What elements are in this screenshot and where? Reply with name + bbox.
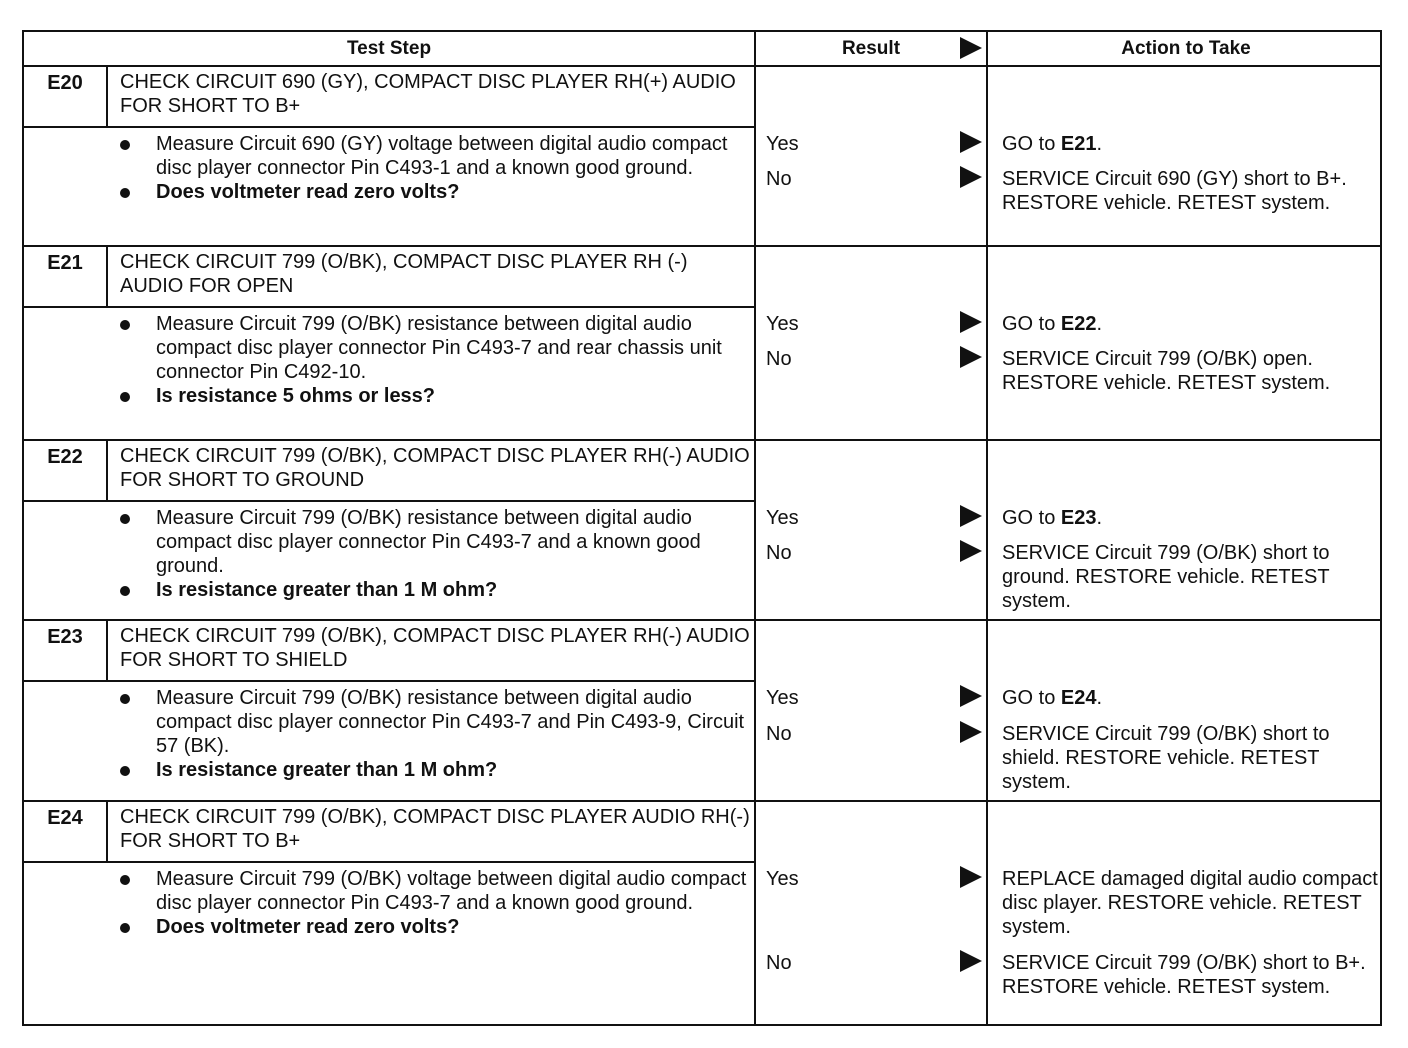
- arrow-icon: [960, 866, 982, 888]
- header-divider: [24, 65, 1380, 67]
- title-divider: [24, 126, 754, 128]
- action-no: SERVICE Circuit 690 (GY) short to B+. RESTORE vehicle. RETEST system.: [1002, 168, 1347, 214]
- step-id: E21: [47, 252, 83, 274]
- header-test-step: Test Step: [346, 38, 432, 59]
- result-no: No: [766, 168, 792, 190]
- bullet-icon: [120, 188, 130, 198]
- step-id: E24: [47, 807, 83, 829]
- title-divider: [24, 500, 754, 502]
- action-no: SERVICE Circuit 799 (O/BK) short to ground. RESTORE vehicle. RETEST system.: [1002, 542, 1330, 612]
- action-yes: [1002, 686, 1382, 710]
- arrow-icon: [960, 311, 982, 333]
- question-text: Is resistance greater than 1 M ohm?: [156, 579, 498, 601]
- arrow-icon: [960, 37, 982, 59]
- bullet-icon: [120, 694, 130, 704]
- step-title: CHECK CIRCUIT 799 (O/BK), COMPACT DISC PLAYER RH(-) AUDIO FOR SHORT TO GROUND: [120, 445, 750, 491]
- question-bullet: [114, 915, 754, 939]
- arrow-icon: [960, 131, 982, 153]
- instruction-text: Measure Circuit 690 (GY) voltage between digital audio compact disc player connector Pin C493-1 and a known good ground.: [156, 133, 728, 179]
- arrow-icon: [960, 505, 982, 527]
- action-yes: [1002, 312, 1382, 336]
- step-instructions: [114, 686, 754, 782]
- instruction-text: Measure Circuit 799 (O/BK) resistance between digital audio compact disc player connector Pin C493-7 and Pin C493-9, Circuit 57 (BK).: [156, 687, 745, 757]
- instruction-bullet: [114, 867, 754, 915]
- row-divider: [24, 619, 1380, 621]
- column-divider-action: [986, 32, 988, 1024]
- result-yes: Yes: [766, 868, 799, 890]
- title-divider: [24, 306, 754, 308]
- action-yes-suffix: .: [1096, 507, 1103, 529]
- step-id: E23: [47, 626, 83, 648]
- result-no: No: [766, 952, 792, 974]
- diagnostic-table: [22, 30, 1382, 1026]
- question-bullet: [114, 578, 754, 602]
- action-yes-suffix: .: [1096, 133, 1103, 155]
- arrow-icon: [960, 346, 982, 368]
- instruction-text: Measure Circuit 799 (O/BK) resistance between digital audio compact disc player connector Pin C493-7 and a known good ground.: [156, 507, 701, 577]
- step-title: CHECK CIRCUIT 799 (O/BK), COMPACT DISC PLAYER RH (-) AUDIO FOR OPEN: [120, 251, 688, 297]
- bullet-icon: [120, 514, 130, 524]
- step-id: E22: [47, 446, 83, 468]
- bullet-icon: [120, 140, 130, 150]
- bullet-icon: [120, 923, 130, 933]
- instruction-bullet: [114, 506, 754, 578]
- header-action: Action to Take: [1121, 38, 1251, 59]
- question-bullet: [114, 384, 754, 408]
- action-yes-ref: E22: [1060, 313, 1097, 335]
- header-result: Result: [841, 38, 901, 59]
- action-no: SERVICE Circuit 799 (O/BK) open. RESTORE vehicle. RETEST system.: [1002, 348, 1331, 394]
- result-yes: Yes: [766, 313, 799, 335]
- step-id-divider: [106, 620, 108, 680]
- step-instructions: [114, 132, 754, 204]
- result-no: No: [766, 723, 792, 745]
- action-yes-ref: E24: [1060, 687, 1097, 709]
- action-no: SERVICE Circuit 799 (O/BK) short to B+. RESTORE vehicle. RETEST system.: [1002, 952, 1366, 998]
- result-no: No: [766, 348, 792, 370]
- title-divider: [24, 680, 754, 682]
- step-id: E20: [47, 72, 83, 94]
- step-id-divider: [106, 801, 108, 861]
- step-title: CHECK CIRCUIT 799 (O/BK), COMPACT DISC PLAYER AUDIO RH(-) FOR SHORT TO B+: [120, 806, 750, 852]
- column-divider-result: [754, 32, 756, 1024]
- action-yes-text: GO to: [1002, 687, 1061, 709]
- action-yes-ref: E21: [1060, 133, 1097, 155]
- question-text: Is resistance 5 ohms or less?: [156, 385, 436, 407]
- instruction-text: Measure Circuit 799 (O/BK) resistance between digital audio compact disc player connector Pin C493-7 and rear chassis unit connector Pin C492-10.: [156, 313, 722, 383]
- question-bullet: [114, 758, 754, 782]
- question-bullet: [114, 180, 754, 204]
- result-yes: Yes: [766, 507, 799, 529]
- row-divider: [24, 800, 1380, 802]
- instruction-bullet: [114, 686, 754, 758]
- title-divider: [24, 861, 754, 863]
- arrow-icon: [960, 950, 982, 972]
- action-yes-text: GO to: [1002, 507, 1061, 529]
- action-yes-text: GO to: [1002, 313, 1061, 335]
- bullet-icon: [120, 766, 130, 776]
- arrow-icon: [960, 540, 982, 562]
- instruction-bullet: [114, 132, 754, 180]
- bullet-icon: [120, 392, 130, 402]
- step-id-divider: [106, 66, 108, 126]
- action-yes-suffix: .: [1096, 687, 1103, 709]
- row-divider: [24, 439, 1380, 441]
- row-divider: [24, 245, 1380, 247]
- action-yes-text: GO to: [1002, 133, 1061, 155]
- step-id-divider: [106, 246, 108, 306]
- question-text: Does voltmeter read zero volts?: [156, 181, 460, 203]
- step-title: CHECK CIRCUIT 690 (GY), COMPACT DISC PLAYER RH(+) AUDIO FOR SHORT TO B+: [120, 71, 736, 117]
- question-text: Does voltmeter read zero volts?: [156, 916, 460, 938]
- action-yes: [1002, 506, 1382, 530]
- result-no: No: [766, 542, 792, 564]
- bullet-icon: [120, 875, 130, 885]
- step-instructions: [114, 506, 754, 602]
- instruction-text: Measure Circuit 799 (O/BK) voltage between digital audio compact disc player connector Pin C493-7 and a known good ground.: [156, 868, 747, 914]
- instruction-bullet: [114, 312, 754, 384]
- action-yes: [1002, 132, 1382, 156]
- arrow-icon: [960, 166, 982, 188]
- action-no: SERVICE Circuit 799 (O/BK) short to shield. RESTORE vehicle. RETEST system.: [1002, 723, 1330, 793]
- bullet-icon: [120, 320, 130, 330]
- result-yes: Yes: [766, 687, 799, 709]
- action-yes: REPLACE damaged digital audio compact disc player. RESTORE vehicle. RETEST system.: [1002, 868, 1378, 938]
- action-yes-ref: E23: [1060, 507, 1097, 529]
- action-yes-suffix: .: [1096, 313, 1103, 335]
- bullet-icon: [120, 586, 130, 596]
- step-instructions: [114, 867, 754, 939]
- step-instructions: [114, 312, 754, 408]
- arrow-icon: [960, 721, 982, 743]
- arrow-icon: [960, 685, 982, 707]
- result-yes: Yes: [766, 133, 799, 155]
- step-title: CHECK CIRCUIT 799 (O/BK), COMPACT DISC PLAYER RH(-) AUDIO FOR SHORT TO SHIELD: [120, 625, 750, 671]
- step-id-divider: [106, 440, 108, 500]
- question-text: Is resistance greater than 1 M ohm?: [156, 759, 498, 781]
